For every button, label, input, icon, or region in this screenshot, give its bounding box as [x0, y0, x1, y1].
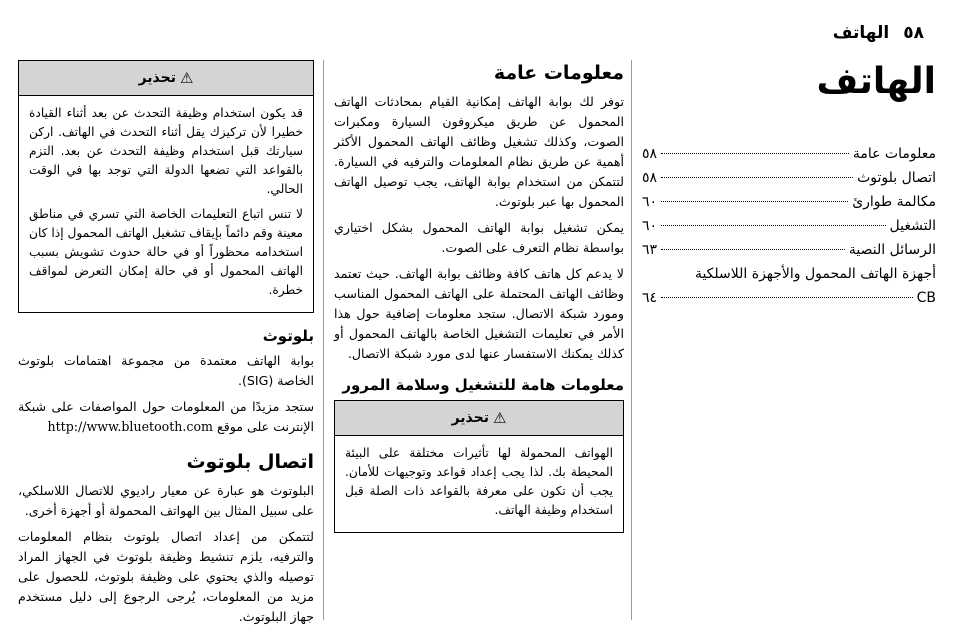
toc-item[interactable]: أجهزة الهاتف المحمول والأجهزة اللاسلكية CB ٦٤: [642, 265, 936, 306]
warning-triangle-icon: ⚠: [492, 409, 507, 427]
warning-box: [334, 400, 624, 533]
section-heading: معلومات عامة: [493, 62, 624, 84]
running-title: الهاتف: [832, 23, 890, 43]
chapter-title: الهاتف: [816, 61, 936, 102]
warning-text: قد يكون استخدام وظيفة التحدث عن بعد أثناء القيادة خطيرا لأن تركيزك يقل أثناء التحدث في الهاتف. اركن سيارتك قبل استخدام وظيفة التحدث عن بعد. التزم بالقواعد التي تضعها الدولة التي توجد بها في الوقت الحالي.: [29, 106, 303, 196]
warning-text: الهواتف المحمولة لها تأثيرات مختلفة على البيئة المحيطة بك. لذا يجب إعداد قواعد وتوجيهات للأمان. يجب أن تكون على معرفة بالقواعد ذات الصلة قبل استخدام وظيفة الهاتف.: [345, 446, 613, 517]
warning-box: [18, 60, 314, 313]
section-heading: بلوتوث: [262, 327, 314, 345]
column-divider: [631, 60, 632, 620]
toc-item[interactable]: اتصال بلوتوث ٥٨: [642, 169, 936, 186]
bluetooth-url-link[interactable]: http://www.bluetooth.com: [47, 419, 214, 434]
paragraph: ستجد مزيدًا من المعلومات حول المواصفات على شبكة الإنترنت على موقع http://www.bluetooth.com: [18, 399, 314, 434]
toc-item[interactable]: التشغيل ٦٠: [642, 217, 936, 234]
table-of-contents: [642, 142, 936, 310]
warning-label: تحذير: [138, 70, 176, 86]
page-number: ٥٨: [903, 23, 924, 43]
warning-label: تحذير: [451, 410, 489, 426]
section-heading: معلومات هامة للتشغيل وسلامة المرور: [342, 376, 624, 394]
section-heading: اتصال بلوتوث: [186, 451, 314, 473]
warning-text: لا تنس اتباع التعليمات الخاصة التي تسري في مناطق معينة وقم دائماً بإيقاف تشغيل الهاتف المحمول إذا كان استخدامه محظوراً أو في حالة حدوث تشويش بسبب الهاتف المحمول أو في حالة إمكان التعرض لمواقف خطرة.: [29, 207, 303, 297]
paragraph: توفر لك بوابة الهاتف إمكانية القيام بمحادثات الهاتف المحمول عن طريق ميكروفون السيارة ومكبرات الصوت، وكذلك تشغيل وظائف الهاتف المحمول الأكثر أهمية عن طريق نظام المعلومات والترفيه في السيارة. لتتمكن من استخدام بوابة الهاتف، يجب توصيل الهاتف المحمول بها عبر بلوتوث.: [334, 94, 624, 209]
bluetooth-column: [18, 60, 314, 624]
warning-triangle-icon: ⚠: [179, 69, 194, 87]
paragraph: بوابة الهاتف معتمدة من مجموعة اهتمامات بلوتوث الخاصة (SIG).: [18, 353, 314, 388]
toc-item[interactable]: مكالمة طوارئ ٦٠: [642, 193, 936, 210]
general-info-column: [334, 60, 624, 620]
columns: [18, 60, 936, 624]
paragraph: لا يدعم كل هاتف كافة وظائف بوابة الهاتف. حيث تعتمد وظائف الهاتف المحتملة على الهاتف المحمول المناسب ومورد شبكة الاتصال. ستجد معلومات إضافية حول هذا الأمر في تعليمات التشغيل الخاصة بالهاتف المحمول أو كذلك يمكنك الاستفسار عنها لدى مورد شبكة الاتصال.: [334, 266, 624, 361]
toc-column: [642, 60, 936, 620]
toc-item[interactable]: الرسائل النصية ٦٣: [642, 241, 936, 258]
page-header: [36, 18, 924, 48]
paragraph: لتتمكن من إعداد اتصال بلوتوث بنظام المعلومات والترفيه، يلزم تنشيط وظيفة بلوتوث في الجهاز المراد توصيله والذي يحتوي على وظيفة بلوتوث، للحصول على مزيد من المعلومات، يُرجى الرجوع إلى دليل مستخدم جهاز البلوتوث.: [18, 529, 314, 624]
paragraph: يمكن تشغيل بوابة الهاتف المحمول بشكل اختياري بواسطة نظام التعرف على الصوت.: [334, 220, 624, 255]
column-divider: [323, 60, 324, 620]
paragraph: البلوتوث هو عبارة عن معيار راديوي للاتصال اللاسلكي، على سبيل المثال بين الهواتف المحمولة أو أجهزة أخرى.: [18, 483, 314, 518]
toc-item[interactable]: معلومات عامة ٥٨: [642, 145, 936, 162]
